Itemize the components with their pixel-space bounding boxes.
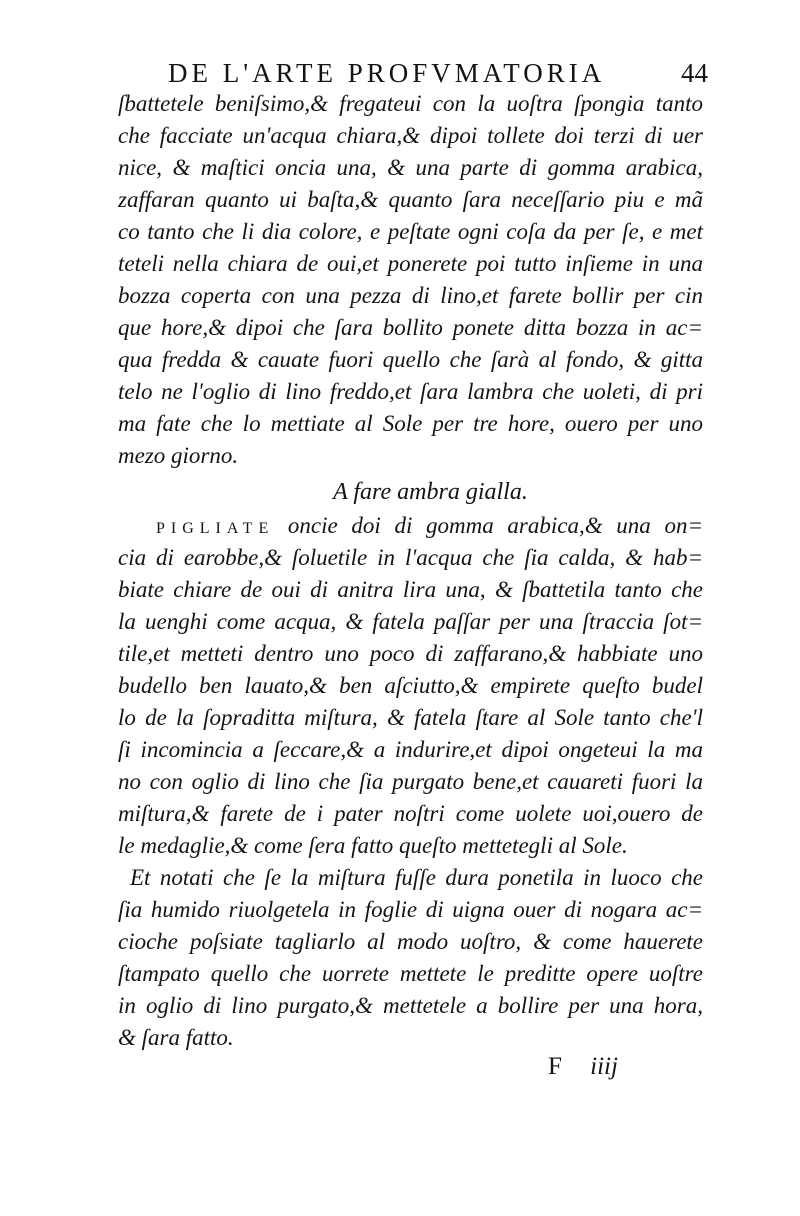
text-line: zaffaran quanto ui baſta,& quanto ſara neceſſario piu e mã <box>118 187 703 212</box>
text-line: telo ne l'oglio di lino freddo,et ſara lambra che uoleti, di pri <box>118 379 703 404</box>
text-line: & ſara fatto. <box>118 1025 234 1050</box>
paragraph-2 <box>118 510 703 862</box>
text-line: budello ben lauato,& ben aſciutto,& empirete queſto budel <box>118 673 703 698</box>
text-line: cioche poſsiate tagliarlo al modo uoſtro, & come hauerete <box>118 929 703 954</box>
text-line: co tanto che li dia colore, e peſtate ogni coſa da per ſe, e met <box>118 219 703 244</box>
text-line: ma fate che lo mettiate al Sole per tre hore, ouero per uno <box>118 411 703 436</box>
text-line-first: Et notati che ſe la miſtura fuſſe dura ponetila in luoco che <box>130 865 703 890</box>
text-line: la uenghi come acqua, & fatela paſſar per una ſtraccia ſot= <box>118 609 703 634</box>
text-line: no con oglio di lino che ſia purgato bene,et cauareti fuori la <box>118 769 703 794</box>
running-head-title: DE L'ARTE PROFVMATORIA <box>168 58 606 88</box>
text-line: biate chiare de oui di anitra lira una, & ſbattetila tanto che <box>118 577 703 602</box>
text-line: qua fredda & cauate fuori quello che ſarà al fondo, & gitta <box>118 347 703 372</box>
text-line: miſtura,& farete de i pater noſtri come uolete uoi,ouero de <box>118 801 703 826</box>
text-block <box>118 88 703 1054</box>
text-line: nice, & maſtici oncia una, & una parte di gomma arabica, <box>118 155 703 180</box>
text-line: ſtampato quello che uorrete mettete le preditte opere uoſtre <box>118 961 703 986</box>
text-line: le medaglie,& come ſera fatto queſto mettetegli al Sole. <box>118 833 628 858</box>
paragraph-1 <box>118 88 703 472</box>
text-line: tile,et metteti dentro uno poco di zaffarano,& habbiate uno <box>118 641 703 666</box>
paragraph-3 <box>118 862 703 1054</box>
initial-word: PIGLIATE <box>156 520 275 537</box>
text-line: mezo giorno. <box>118 443 239 468</box>
text-line: bozza coperta con una pezza di lino,et farete bollir per cin <box>118 283 703 308</box>
text-line: in oglio di lino purgato,& mettetele a bollire per una hora, <box>118 993 703 1018</box>
text-line-first <box>118 510 703 542</box>
text-line: che facciate un'acqua chiara,& dipoi tollete doi terzi di uer <box>118 123 703 148</box>
page-number: 44 <box>681 58 708 88</box>
signature-letter: F <box>548 1053 562 1080</box>
text-line: ſbattetele beniſsimo,& fregateui con la uoſtra ſpongia tanto <box>118 91 703 116</box>
text-line: cia di earobbe,& ſoluetile in l'acqua che ſia calda, & hab= <box>118 545 703 570</box>
text-line: ſi incomincia a ſeccare,& a indurire,et dipoi ongeteui la ma <box>118 737 703 762</box>
text-line: que hore,& dipoi che ſara bollito ponete ditta bozza in ac= <box>118 315 703 340</box>
running-head <box>168 58 708 89</box>
signature-number: iiij <box>590 1053 618 1080</box>
text-line: lo de la ſopraditta miſtura, & fatela ſtare al Sole tanto che'l <box>118 705 703 730</box>
text-run: oncie doi di gomma arabica,& una on= <box>287 513 703 538</box>
signature-mark <box>548 1053 668 1081</box>
section-heading: A fare ambra gialla. <box>333 479 528 505</box>
text-line: ſia humido riuolgetela in foglie di uigna ouer di nogara ac= <box>118 897 703 922</box>
text-line: teteli nella chiara de oui,et ponerete poi tutto inſieme in una <box>118 251 703 276</box>
